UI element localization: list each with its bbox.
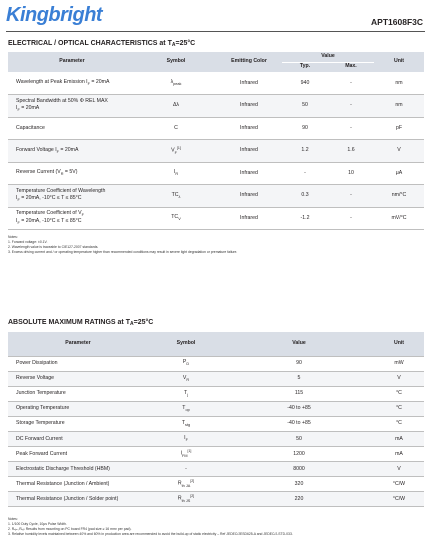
absolute-max-ratings-table <box>8 332 424 507</box>
col-header-unit: Unit <box>374 52 424 72</box>
electrical-characteristics-table <box>8 52 424 230</box>
param-line-1 <box>16 210 134 218</box>
value-cell: 90 <box>224 356 374 371</box>
param-subscript: F <box>17 198 20 203</box>
symbol-text: T <box>183 389 188 396</box>
note-line: 3. Excess driving current and / or operating temperature higher than recommended conditions may result in severe light degradation or premature failure. <box>8 249 238 254</box>
symbol-cell <box>136 207 216 230</box>
table-row <box>8 207 424 230</box>
emitting-color-cell: Infrared <box>216 185 282 208</box>
symbol-text: TC <box>171 214 179 221</box>
param-subscript: F <box>87 82 90 87</box>
symbol-cell <box>148 386 224 401</box>
unit-cell: mA <box>374 431 424 446</box>
table-row <box>8 431 424 446</box>
param-cell <box>8 95 136 118</box>
electrical-notes <box>8 235 237 255</box>
symbol-text: P <box>182 359 187 366</box>
unit-cell: °C <box>374 416 424 431</box>
param-line-1 <box>16 98 134 105</box>
param-cell: Reverse Voltage <box>8 371 148 386</box>
param-line-1 <box>16 79 134 87</box>
param-cell <box>8 117 136 140</box>
brand-logo: Kingbright <box>6 4 103 26</box>
param-cell: Operating Temperature <box>8 401 148 416</box>
table-row <box>8 492 424 507</box>
note-line: 2. Rₑⱼₐ ,Rₑⱼₛ Results from mounting on PC board FR4 (pad size ≥ 16 mm² per pad). <box>8 526 132 531</box>
param-text-end: = 5V) <box>63 169 78 176</box>
symbol-text: T <box>181 419 186 426</box>
symbol-text: R <box>177 496 182 503</box>
header-divider <box>6 31 425 32</box>
typ-cell: 50 <box>282 95 328 118</box>
typ-cell: 90 <box>282 117 328 140</box>
param-text: Temperature Coefficient of Wavelength <box>16 188 106 195</box>
symbol-subscript: j <box>187 392 188 397</box>
part-number: APT1608F3C <box>371 17 423 27</box>
param-cell <box>8 140 136 163</box>
value-cell: 8000 <box>224 462 374 477</box>
col-header-max: Max. <box>328 62 374 72</box>
symbol-cell <box>136 72 216 95</box>
param-cell: Peak Forward Current <box>8 447 148 462</box>
value-cell: 220 <box>224 492 374 507</box>
value-cell: 115 <box>224 386 374 401</box>
symbol-note-ref: [2] <box>190 479 195 484</box>
param-text: I <box>16 195 18 202</box>
param-text-end: = 20mA <box>19 105 40 112</box>
param-text: Wavelength at Peak Emission I <box>16 79 88 86</box>
symbol-text: T <box>182 404 186 411</box>
typ-cell: - <box>282 162 328 185</box>
section-title-electrical: ELECTRICAL / OPTICAL CHARACTERISTICS at $T_A=25^\circ C$ <box>8 40 196 48</box>
symbol-subscript: peak <box>173 82 182 87</box>
unit-cell: nm/°C <box>374 185 424 208</box>
unit-cell: mW <box>374 356 424 371</box>
symbol-subscript: FM <box>182 453 188 458</box>
table-row <box>8 462 424 477</box>
col-header-value: Value <box>282 52 374 62</box>
typ-cell: 1.2 <box>282 140 328 163</box>
param-text-end: = 20mA <box>58 146 79 153</box>
param-cell: Storage Temperature <box>8 416 148 431</box>
unit-cell: mA <box>374 447 424 462</box>
param-text: Capacitance <box>16 124 45 131</box>
table-row <box>8 371 424 386</box>
max-cell: - <box>328 207 374 230</box>
table-row <box>8 72 424 95</box>
param-cell <box>8 207 136 230</box>
col-header-value: Value <box>224 332 374 356</box>
max-cell: 1.6 <box>328 140 374 163</box>
electrical-rows <box>8 72 424 230</box>
param-cell <box>8 185 136 208</box>
param-text-end: = 20mA, -10°C ≤ T ≤ 85°C <box>19 195 82 202</box>
emitting-color-cell: Infrared <box>216 207 282 230</box>
symbol-text: V <box>182 374 187 381</box>
symbol-cell <box>148 447 224 462</box>
param-line-2 <box>16 195 134 203</box>
param-cell: Power Dissipation <box>8 356 148 371</box>
symbol-subscript: D <box>186 362 190 367</box>
table-row <box>8 95 424 118</box>
table-row <box>8 140 424 163</box>
emitting-color-cell: Infrared <box>216 117 282 140</box>
col-header-symbol: Symbol <box>136 52 216 72</box>
section-title-absolute-max: ABSOLUTE MAXIMUM RATINGS at $T_A=25^\circ C$ <box>8 319 154 327</box>
typ-cell: 0.3 <box>282 185 328 208</box>
param-text-end: = 20mA, -10°C ≤ T ≤ 85°C <box>19 218 82 225</box>
note-line: 1. 1/100 Duty Cycle, 10μs Pulse Width. <box>8 521 67 526</box>
table-row <box>8 162 424 185</box>
max-cell: - <box>328 117 374 140</box>
unit-cell: °C/W <box>374 477 424 492</box>
symbol-cell <box>148 477 224 492</box>
symbol-subscript: V <box>178 217 181 222</box>
symbol-cell <box>148 356 224 371</box>
max-cell: 10 <box>328 162 374 185</box>
param-cell: DC Forward Current <box>8 431 148 446</box>
param-cell: Thermal Resistance (Junction / Ambient) <box>8 477 148 492</box>
unit-cell: V <box>374 462 424 477</box>
max-cell: - <box>328 72 374 95</box>
param-text: Reverse Current (V <box>16 169 61 176</box>
emitting-color-cell: Infrared <box>216 140 282 163</box>
unit-cell: pF <box>374 117 424 140</box>
max-cell: - <box>328 185 374 208</box>
symbol-note-ref: [2] <box>190 494 195 499</box>
symbol-text: λ <box>170 79 174 86</box>
value-cell: 5 <box>224 371 374 386</box>
table-row <box>8 416 424 431</box>
symbol-text: I <box>173 169 176 176</box>
col-header-parameter: Parameter <box>8 52 136 72</box>
unit-cell: °C/W <box>374 492 424 507</box>
symbol-text: - <box>185 465 187 472</box>
absolute-max-notes <box>8 517 293 537</box>
param-subscript: F <box>56 149 59 154</box>
unit-cell: mV/°C <box>374 207 424 230</box>
symbol-subscript: F <box>174 150 177 155</box>
symbol-text: I <box>180 450 183 457</box>
symbol-text: TC <box>171 191 179 198</box>
param-line-1 <box>16 147 134 155</box>
param-cell <box>8 162 136 185</box>
unit-cell: °C <box>374 401 424 416</box>
note-line: 3. Relative humidity levels maintained between 40% and 60% in production area are recommended to avoid the build-up of static electricity – Ref JEDEC/JESD625-A and JEDEC/J-STD-033. <box>8 531 293 536</box>
unit-cell: °C <box>374 386 424 401</box>
value-cell: -40 to +85 <box>224 416 374 431</box>
typ-cell: -1.2 <box>282 207 328 230</box>
symbol-subscript: λ <box>178 194 181 199</box>
symbol-text: R <box>177 481 182 488</box>
param-cell: Junction Temperature <box>8 386 148 401</box>
symbol-cell <box>148 416 224 431</box>
table-row <box>8 185 424 208</box>
symbol-text: Δλ <box>172 102 180 109</box>
typ-cell: 940 <box>282 72 328 95</box>
symbol-text: V <box>171 147 175 154</box>
table-row <box>8 117 424 140</box>
param-line-1 <box>16 169 134 177</box>
symbol-cell <box>136 140 216 163</box>
unit-cell: V <box>374 371 424 386</box>
symbol-text: I <box>184 434 186 441</box>
param-text-end: = 20mA <box>89 79 110 86</box>
param-line-1 <box>16 125 134 132</box>
symbol-cell <box>148 371 224 386</box>
unit-cell: μA <box>374 162 424 185</box>
param-text: Spectral Bandwidth at 50% Φ REL MAX <box>16 98 108 105</box>
value-cell: 1200 <box>224 447 374 462</box>
param-subscript: F <box>17 108 20 113</box>
col-header-parameter: Parameter <box>8 332 148 356</box>
symbol-subscript: op <box>185 407 190 412</box>
symbol-note-ref: [1] <box>176 145 181 150</box>
emitting-color-cell: Infrared <box>216 95 282 118</box>
param-subscript: R <box>60 172 64 177</box>
value-cell: 320 <box>224 477 374 492</box>
param-line-2 <box>16 218 134 226</box>
param-text: I <box>16 218 18 225</box>
symbol-note-ref: [1] <box>187 449 192 454</box>
symbol-cell <box>148 431 224 446</box>
param-cell <box>8 72 136 95</box>
table-row <box>8 447 424 462</box>
param-text: Forward Voltage I <box>16 146 57 153</box>
param-text: Temperature Coefficient of V <box>16 210 82 217</box>
max-cell: - <box>328 95 374 118</box>
symbol-cell <box>148 492 224 507</box>
param-subscript: F <box>17 221 20 226</box>
symbol-subscript: stg <box>185 422 191 427</box>
col-header-unit: Unit <box>374 332 424 356</box>
symbol-subscript: F <box>185 437 188 442</box>
symbol-cell <box>136 185 216 208</box>
param-text: I <box>16 105 18 112</box>
symbol-cell <box>148 462 224 477</box>
table-row <box>8 401 424 416</box>
symbol-subscript: R <box>175 172 179 177</box>
table-row <box>8 356 424 371</box>
note-line: Notes: <box>8 235 18 239</box>
note-line: Notes: <box>8 517 18 521</box>
emitting-color-cell: Infrared <box>216 72 282 95</box>
param-cell: Thermal Resistance (Junction / Solder point) <box>8 492 148 507</box>
symbol-subscript: th JS <box>181 499 191 504</box>
col-header-symbol: Symbol <box>148 332 224 356</box>
symbol-cell <box>136 117 216 140</box>
value-cell: -40 to +85 <box>224 401 374 416</box>
table-row <box>8 386 424 401</box>
param-line-2 <box>16 105 134 113</box>
value-cell: 50 <box>224 431 374 446</box>
emitting-color-cell: Infrared <box>216 162 282 185</box>
unit-cell: V <box>374 140 424 163</box>
param-cell: Electrostatic Discharge Threshold (HBM) <box>8 462 148 477</box>
param-line-1 <box>16 188 134 195</box>
note-line: 2. Wavelength value is traceable to CIE127-2007 standards. <box>8 244 99 249</box>
symbol-subscript: R <box>186 377 190 382</box>
param-subscript: F <box>81 213 84 218</box>
symbol-text: C <box>174 124 178 131</box>
unit-cell: nm <box>374 72 424 95</box>
col-header-emitting-color: Emitting Color <box>216 52 282 72</box>
unit-cell: nm <box>374 95 424 118</box>
symbol-cell <box>148 401 224 416</box>
symbol-cell <box>136 95 216 118</box>
absolute-max-rows <box>8 356 424 507</box>
note-line: 1. Forward voltage: ±0.1V. <box>8 239 48 244</box>
symbol-subscript: th JA <box>181 484 191 489</box>
table-row <box>8 477 424 492</box>
symbol-cell <box>136 162 216 185</box>
col-header-typ: Typ. <box>282 62 328 72</box>
